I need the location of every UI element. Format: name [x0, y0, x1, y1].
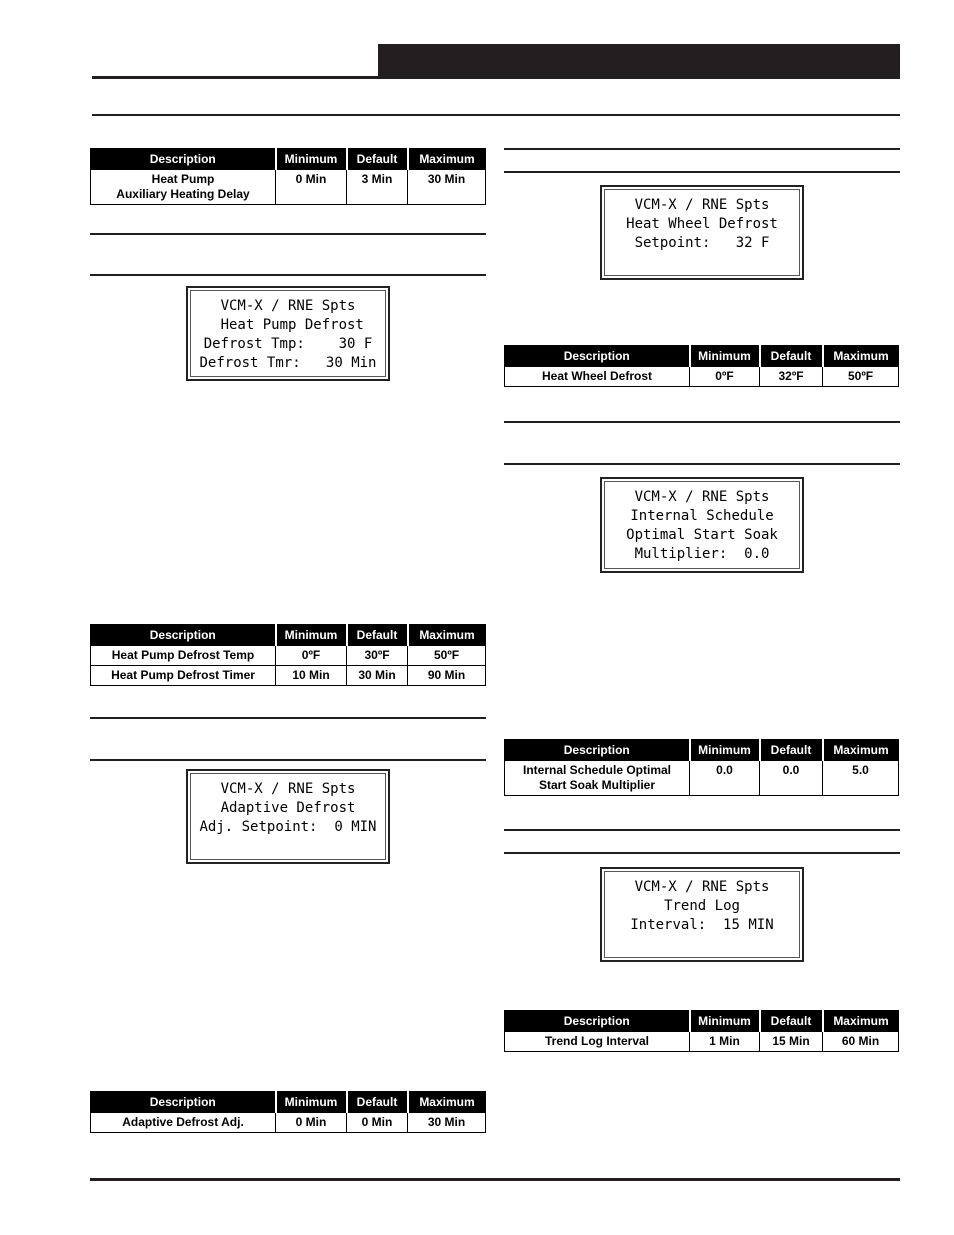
description-line: Auxiliary Heating Delay: [116, 187, 250, 201]
minimum-cell: 0 Min: [276, 170, 347, 205]
minimum-cell: 0ºF: [690, 367, 760, 387]
table-row: [91, 646, 486, 666]
lcd-line: VCM-X / RNE Spts: [634, 879, 770, 895]
adaptive-defrost-table: [90, 1091, 486, 1133]
column-header: Minimum: [276, 148, 347, 170]
maximum-cell: 30 Min: [408, 1113, 486, 1133]
column-header: Maximum: [823, 739, 899, 761]
column-header: Maximum: [823, 345, 899, 367]
description-cell: [91, 646, 276, 666]
lcd-line: Optimal Start Soak: [626, 527, 778, 543]
table-row: [91, 1113, 486, 1133]
description-line: Internal Schedule Optimal: [522, 763, 672, 777]
column-header: Description: [505, 739, 690, 761]
lcd-inner-border: [190, 773, 386, 860]
table-header-row: [505, 739, 899, 761]
default-cell: 30ºF: [347, 646, 408, 666]
maximum-cell: 50ºF: [408, 646, 486, 666]
heat-pump-defrost-table: [90, 624, 486, 686]
table-header-row: [91, 1091, 486, 1113]
lcd-line: Setpoint: 32 F: [634, 235, 770, 251]
lcd-line: VCM-X / RNE Spts: [634, 197, 770, 213]
column-header: Default: [760, 1010, 823, 1032]
lcd-text: [191, 297, 385, 373]
lcd-line: Heat Pump Defrost: [212, 317, 364, 333]
section-rule: [504, 148, 900, 150]
default-cell: 15 Min: [760, 1032, 823, 1052]
table-header-row: [91, 624, 486, 646]
section-rule: [90, 233, 486, 235]
maximum-cell: 90 Min: [408, 666, 486, 686]
column-header: Maximum: [408, 148, 486, 170]
section-rule: [90, 759, 486, 761]
lcd-line: [605, 935, 799, 954]
lcd-screen-heat-wheel-defrost: [600, 185, 804, 280]
table-row: [91, 170, 486, 205]
table-row: [505, 1032, 899, 1052]
lcd-line: Defrost Tmr: 30 Min: [199, 355, 377, 371]
default-cell: 3 Min: [347, 170, 408, 205]
lcd-line: VCM-X / RNE Spts: [220, 781, 356, 797]
lcd-line: VCM-X / RNE Spts: [634, 489, 770, 505]
maximum-cell: 60 Min: [823, 1032, 899, 1052]
lcd-screen-trend-log: [600, 867, 804, 962]
section-rule: [504, 421, 900, 423]
footer-rule: [90, 1178, 900, 1181]
table-header-row: [91, 148, 486, 170]
column-header: Maximum: [823, 1010, 899, 1032]
trend-log-table: [504, 1010, 899, 1052]
column-header: Minimum: [690, 345, 760, 367]
section-rule: [504, 852, 900, 854]
default-cell: 30 Min: [347, 666, 408, 686]
minimum-cell: 10 Min: [276, 666, 347, 686]
column-header: Minimum: [690, 739, 760, 761]
minimum-cell: 1 Min: [690, 1032, 760, 1052]
section-rule-top: [92, 114, 900, 116]
header-bar: [378, 44, 900, 78]
lcd-line: Internal Schedule: [630, 508, 774, 524]
description-line: Heat Wheel Defrost: [541, 369, 653, 383]
lcd-screen-adaptive-defrost: [186, 769, 390, 864]
lcd-line: Defrost Tmp: 30 F: [203, 336, 373, 352]
maximum-cell: 5.0: [823, 761, 899, 796]
column-header: Description: [505, 1010, 690, 1032]
lcd-text: [191, 780, 385, 856]
maximum-cell: 30 Min: [408, 170, 486, 205]
lcd-line: Heat Wheel Defrost: [626, 216, 778, 232]
lcd-line: Multiplier: 0.0: [634, 546, 770, 562]
description-cell: [91, 1113, 276, 1133]
lcd-line: [605, 253, 799, 272]
lcd-screen-internal-schedule: [600, 477, 804, 573]
heat-wheel-defrost-table: [504, 345, 899, 387]
column-header: Description: [505, 345, 690, 367]
lcd-line: Trend Log: [664, 898, 740, 914]
description-line: Heat Pump Defrost Timer: [111, 668, 255, 682]
default-cell: 0.0: [760, 761, 823, 796]
lcd-line: VCM-X / RNE Spts: [220, 298, 356, 314]
default-cell: 32ºF: [760, 367, 823, 387]
section-rule: [504, 829, 900, 831]
column-header: Default: [760, 345, 823, 367]
column-header: Description: [91, 148, 276, 170]
lcd-line: Adaptive Defrost: [220, 800, 356, 816]
header-rule: [92, 76, 900, 79]
column-header: Default: [347, 148, 408, 170]
description-cell: [505, 761, 690, 796]
column-header: Minimum: [690, 1010, 760, 1032]
lcd-inner-border: [190, 290, 386, 377]
lcd-line: [191, 837, 385, 856]
table-header-row: [505, 1010, 899, 1032]
minimum-cell: 0 Min: [276, 1113, 347, 1133]
description-cell: [505, 1032, 690, 1052]
lcd-inner-border: [604, 871, 800, 958]
description-cell: [91, 170, 276, 205]
column-header: Default: [760, 739, 823, 761]
minimum-cell: 0ºF: [276, 646, 347, 666]
column-header: Maximum: [408, 1091, 486, 1113]
table-row: [91, 666, 486, 686]
table-row: [505, 367, 899, 387]
section-rule: [90, 717, 486, 719]
lcd-inner-border: [604, 481, 800, 569]
default-cell: 0 Min: [347, 1113, 408, 1133]
table-row: [505, 761, 899, 796]
column-header: Description: [91, 624, 276, 646]
section-rule: [504, 171, 900, 173]
description-line: Adaptive Defrost Adj.: [122, 1115, 244, 1129]
column-header: Maximum: [408, 624, 486, 646]
description-line: Heat Pump Defrost Temp: [111, 648, 255, 662]
column-header: Minimum: [276, 624, 347, 646]
minimum-cell: 0.0: [690, 761, 760, 796]
column-header: Minimum: [276, 1091, 347, 1113]
lcd-screen-heat-pump-defrost: [186, 286, 390, 381]
column-header: Description: [91, 1091, 276, 1113]
description-cell: [505, 367, 690, 387]
aux-heating-delay-table: [90, 148, 486, 205]
description-line: Heat Pump: [151, 172, 215, 186]
description-line: Start Soak Multiplier: [538, 778, 656, 792]
lcd-text: [605, 488, 799, 564]
lcd-text: [605, 878, 799, 954]
maximum-cell: 50ºF: [823, 367, 899, 387]
section-rule: [90, 274, 486, 276]
table-header-row: [505, 345, 899, 367]
internal-schedule-table: [504, 739, 899, 796]
description-line: Trend Log Interval: [544, 1034, 649, 1048]
lcd-line: Adj. Setpoint: 0 MIN: [199, 819, 377, 835]
section-rule: [504, 463, 900, 465]
column-header: Default: [347, 624, 408, 646]
column-header: Default: [347, 1091, 408, 1113]
description-cell: [91, 666, 276, 686]
lcd-text: [605, 196, 799, 272]
lcd-line: Interval: 15 MIN: [630, 917, 774, 933]
lcd-inner-border: [604, 189, 800, 276]
